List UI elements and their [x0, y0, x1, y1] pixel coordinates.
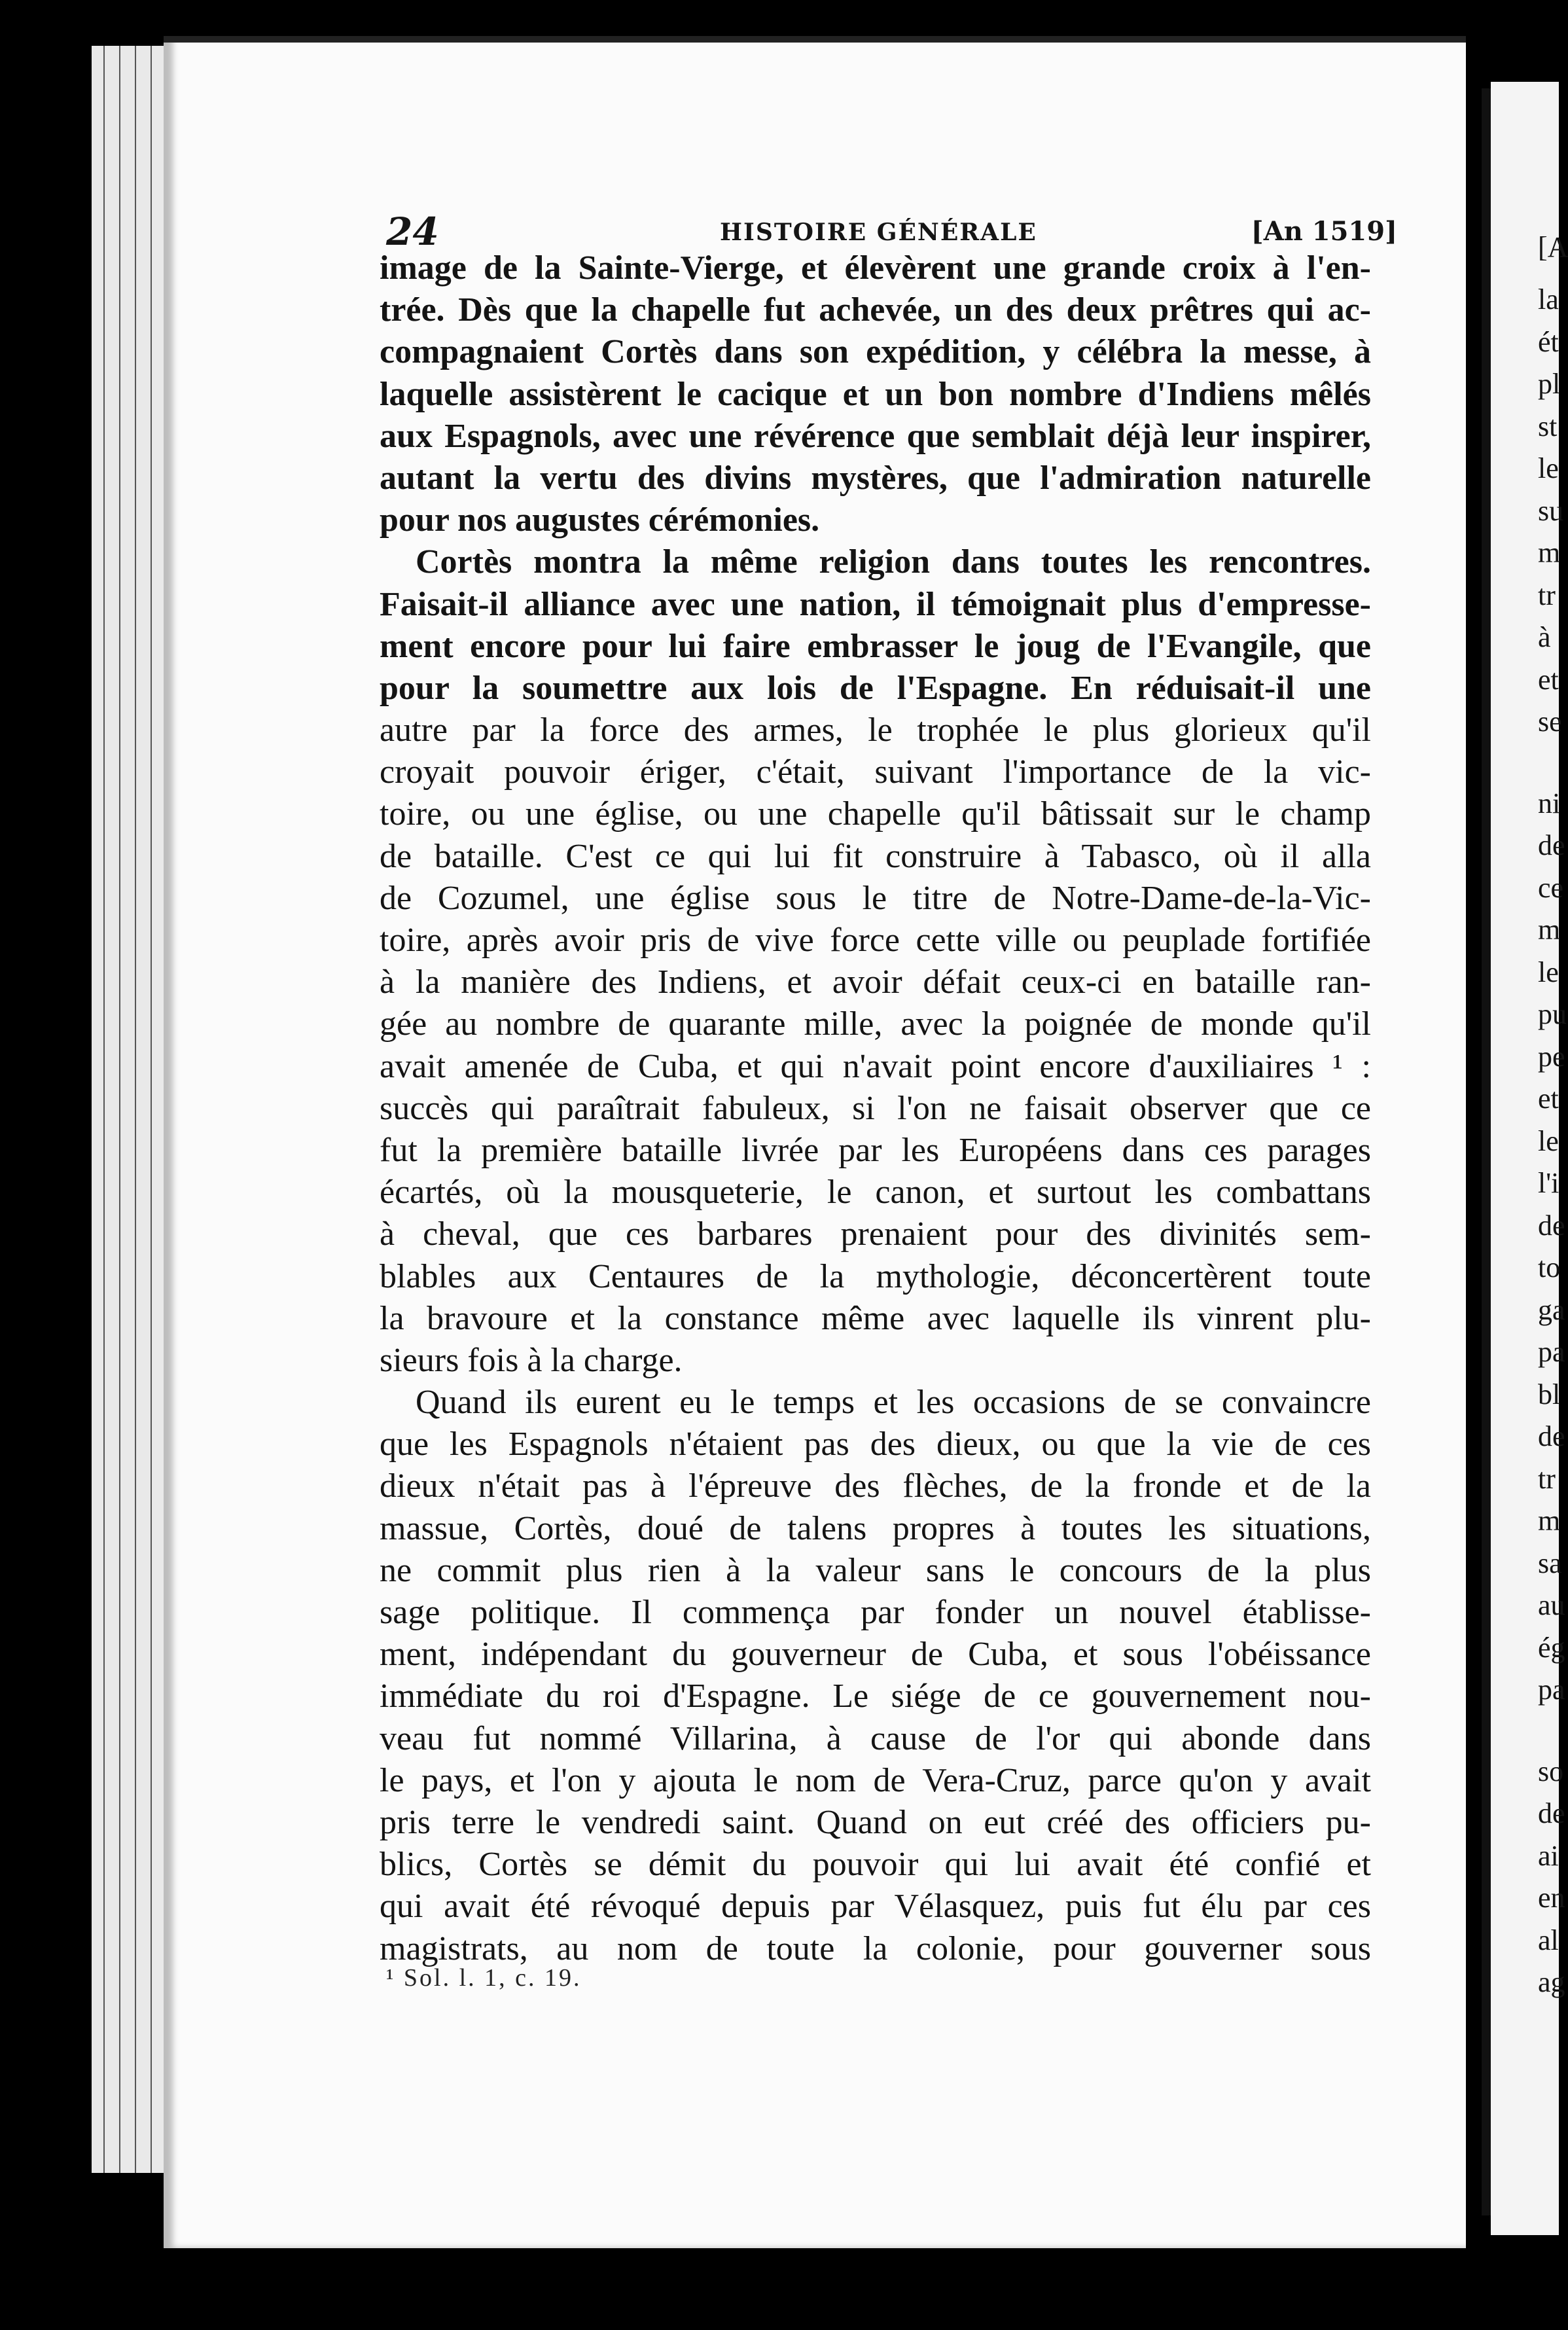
text-line: succès qui paraîtrait fabuleux, si l'on ne faisait observer que ce: [380, 1089, 1371, 1127]
adjacent-page-fragment: ai: [1538, 1839, 1559, 1872]
text-line: dieux n'était pas à l'épreuve des flèches, de la fronde et de la: [380, 1467, 1371, 1505]
adjacent-page-fragment: pa: [1538, 1674, 1565, 1706]
adjacent-page-fragment: la: [1538, 283, 1559, 315]
adjacent-page-fragment: de: [1538, 1209, 1565, 1242]
text-line: pour la soumettre aux lois de l'Espagne. En réduisait-il une: [380, 669, 1371, 707]
text-line: ment encore pour lui faire embrasser le joug de l'Evangile, que: [380, 627, 1371, 665]
text-line: écartés, où la mousqueterie, le canon, et surtout les combattans: [380, 1174, 1371, 1211]
paragraph-1: [380, 247, 1371, 541]
text-line: à cheval, que ces barbares prenaient pour des divinités sem-: [380, 1215, 1371, 1253]
page-edge-line: [151, 46, 152, 2173]
adjacent-page-fragment: to: [1538, 1251, 1561, 1283]
gutter-shadow: [1482, 88, 1491, 2215]
adjacent-page-fragment: ég: [1538, 1631, 1565, 1664]
text-line: ment, indépendant du gouverneur de Cuba, et sous l'obéissance: [380, 1636, 1371, 1674]
adjacent-page-fragment: et: [1538, 663, 1559, 696]
adjacent-page-fragment: et: [1538, 1083, 1559, 1115]
text-line: toire, après avoir pris de vive force cette ville ou peuplade fortifiée: [380, 922, 1371, 959]
adjacent-page-fragment: en: [1538, 1882, 1565, 1914]
paragraph-2: [380, 541, 1371, 1382]
text-line: croyait pouvoir ériger, c'était, suivant l'importance de la vic-: [380, 753, 1371, 791]
text-line: magistrats, au nom de toute la colonie, pour gouverner sous: [380, 1929, 1371, 1967]
text-line: image de la Sainte-Vierge, et élevèrent une grande croix à l'en-: [380, 249, 1371, 287]
text-line: que les Espagnols n'étaient pas des dieux, ou que la vie de ces: [380, 1425, 1371, 1463]
adjacent-page-fragment: m: [1538, 914, 1561, 946]
text-line: fut la première bataille livrée par les Européens dans ces parages: [380, 1131, 1371, 1169]
adjacent-page-fragment: ni: [1538, 787, 1561, 819]
adjacent-page-fragment: ét: [1538, 325, 1559, 358]
text-line: sage politique. Il commença par fonder un nouvel établisse-: [380, 1594, 1371, 1631]
page-top-edge: [164, 36, 1466, 43]
adjacent-page-fragment: pl: [1538, 368, 1561, 400]
text-line: Quand ils eurent eu le temps et les occasions de se convaincre: [416, 1384, 1371, 1422]
adjacent-page-fragment: tr: [1538, 1462, 1556, 1495]
text-line: massue, Cortès, doué de talens propres à toutes les situations,: [380, 1509, 1371, 1547]
page-edge-line: [103, 46, 105, 2173]
adjacent-page-fragment: le: [1538, 956, 1559, 988]
adjacent-page-fragment: le: [1538, 1124, 1559, 1157]
adjacent-page-fragment: bl: [1538, 1378, 1561, 1410]
adjacent-page-fragment: ce: [1538, 871, 1564, 904]
text-line: la bravoure et la constance même avec laquelle ils vinrent plu-: [380, 1299, 1371, 1337]
text-line: blics, Cortès se démit du pouvoir qui lui avait été confié et: [380, 1846, 1371, 1884]
text-line: immédiate du roi d'Espagne. Le siége de ce gouvernement nou-: [380, 1677, 1371, 1715]
page-number: 24: [386, 209, 439, 254]
header-year: [An 1519]: [1251, 216, 1397, 247]
adjacent-page-fragment: sa: [1538, 1547, 1562, 1579]
adjacent-page-fragment: so: [1538, 1755, 1564, 1787]
text-line: veau fut nommé Villarina, à cause de l'or qui abonde dans: [380, 1719, 1371, 1757]
running-title: HISTOIRE GÉNÉRALE: [720, 219, 1037, 246]
text-line: aux Espagnols, avec une révérence que semblait déjà leur inspirer,: [380, 417, 1371, 455]
adjacent-page-fragment: [A: [1538, 231, 1568, 263]
text-line: pris terre le vendredi saint. Quand on eut créé des officiers pu-: [380, 1803, 1371, 1841]
adjacent-page-fragment: pu: [1538, 998, 1567, 1030]
text-line: blables aux Centaures de la mythologie, déconcertèrent toute: [380, 1257, 1371, 1295]
adjacent-page-fragment: à: [1538, 621, 1551, 653]
adjacent-page-fragment: su: [1538, 494, 1564, 527]
text-line: Cortès montra la même religion dans toutes les rencontres.: [416, 543, 1371, 581]
adjacent-page-fragment: ga: [1538, 1293, 1565, 1326]
paragraph-3: [380, 1382, 1371, 1970]
adjacent-page-fragment: de: [1538, 1797, 1565, 1829]
text-line: pour nos augustes cérémonies.: [380, 501, 820, 539]
adjacent-page-fragment: se: [1538, 706, 1562, 738]
adjacent-page-fragment: de: [1538, 829, 1565, 861]
text-line: toire, ou une église, ou une chapelle qu'il bâtissait sur le champ: [380, 795, 1371, 833]
adjacent-page-fragment: pa: [1538, 1336, 1565, 1368]
page-body-text: [380, 247, 1371, 1970]
text-line: le pays, et l'on y ajouta le nom de Vera-Cruz, parce qu'on y avait: [380, 1761, 1371, 1799]
text-line: compagnaient Cortès dans son expédition, y célébra la messe, à: [380, 333, 1371, 371]
text-line: à la manière des Indiens, et avoir défait ceux-ci en bataille ran-: [380, 963, 1371, 1001]
text-line: qui avait été révoqué depuis par Vélasquez, puis fut élu par ces: [380, 1888, 1371, 1926]
text-line: avait amenée de Cuba, et qui n'avait point encore d'auxiliaires ¹ :: [380, 1047, 1371, 1085]
adjacent-page-fragment: ag: [1538, 1966, 1565, 1998]
footnote: ¹ Sol. l. 1, c. 19.: [386, 1964, 582, 1992]
page-edge-line: [135, 46, 136, 2173]
adjacent-page-fragment: au: [1538, 1589, 1565, 1621]
text-line: ne commit plus rien à la valeur sans le concours de la plus: [380, 1551, 1371, 1589]
text-line: sieurs fois à la charge.: [380, 1341, 683, 1379]
adjacent-page-fragment: m: [1538, 537, 1561, 569]
page-edge-line: [119, 46, 120, 2173]
adjacent-page-fragment: tr: [1538, 579, 1556, 611]
book-page-stack: [92, 46, 166, 2173]
text-line: autre par la force des armes, le trophée le plus glorieux qu'il: [380, 711, 1371, 749]
text-line: autant la vertu des divins mystères, que l'admiration naturelle: [380, 459, 1371, 497]
adjacent-page-fragment: pe: [1538, 1040, 1565, 1073]
text-line: gée au nombre de quarante mille, avec la poignée de monde qu'il: [380, 1005, 1371, 1043]
text-line: de Cozumel, une église sous le titre de Notre-Dame-de-la-Vic-: [380, 879, 1371, 917]
adjacent-page-fragment: le: [1538, 452, 1559, 484]
text-line: de bataille. C'est ce qui lui fit construire à Tabasco, où il alla: [380, 837, 1371, 875]
adjacent-page-fragment: al: [1538, 1924, 1559, 1956]
text-line: Faisait-il alliance avec une nation, il témoignait plus d'empresse-: [380, 585, 1371, 623]
adjacent-page-fragment: m: [1538, 1505, 1561, 1537]
adjacent-page-fragment: de: [1538, 1420, 1565, 1452]
adjacent-page-fragment: l'i: [1538, 1167, 1559, 1199]
text-line: laquelle assistèrent le cacique et un bon nombre d'Indiens mêlés: [380, 375, 1371, 413]
text-line: trée. Dès que la chapelle fut achevée, un des deux prêtres qui ac-: [380, 291, 1371, 329]
adjacent-page-fragment: st: [1538, 410, 1558, 442]
